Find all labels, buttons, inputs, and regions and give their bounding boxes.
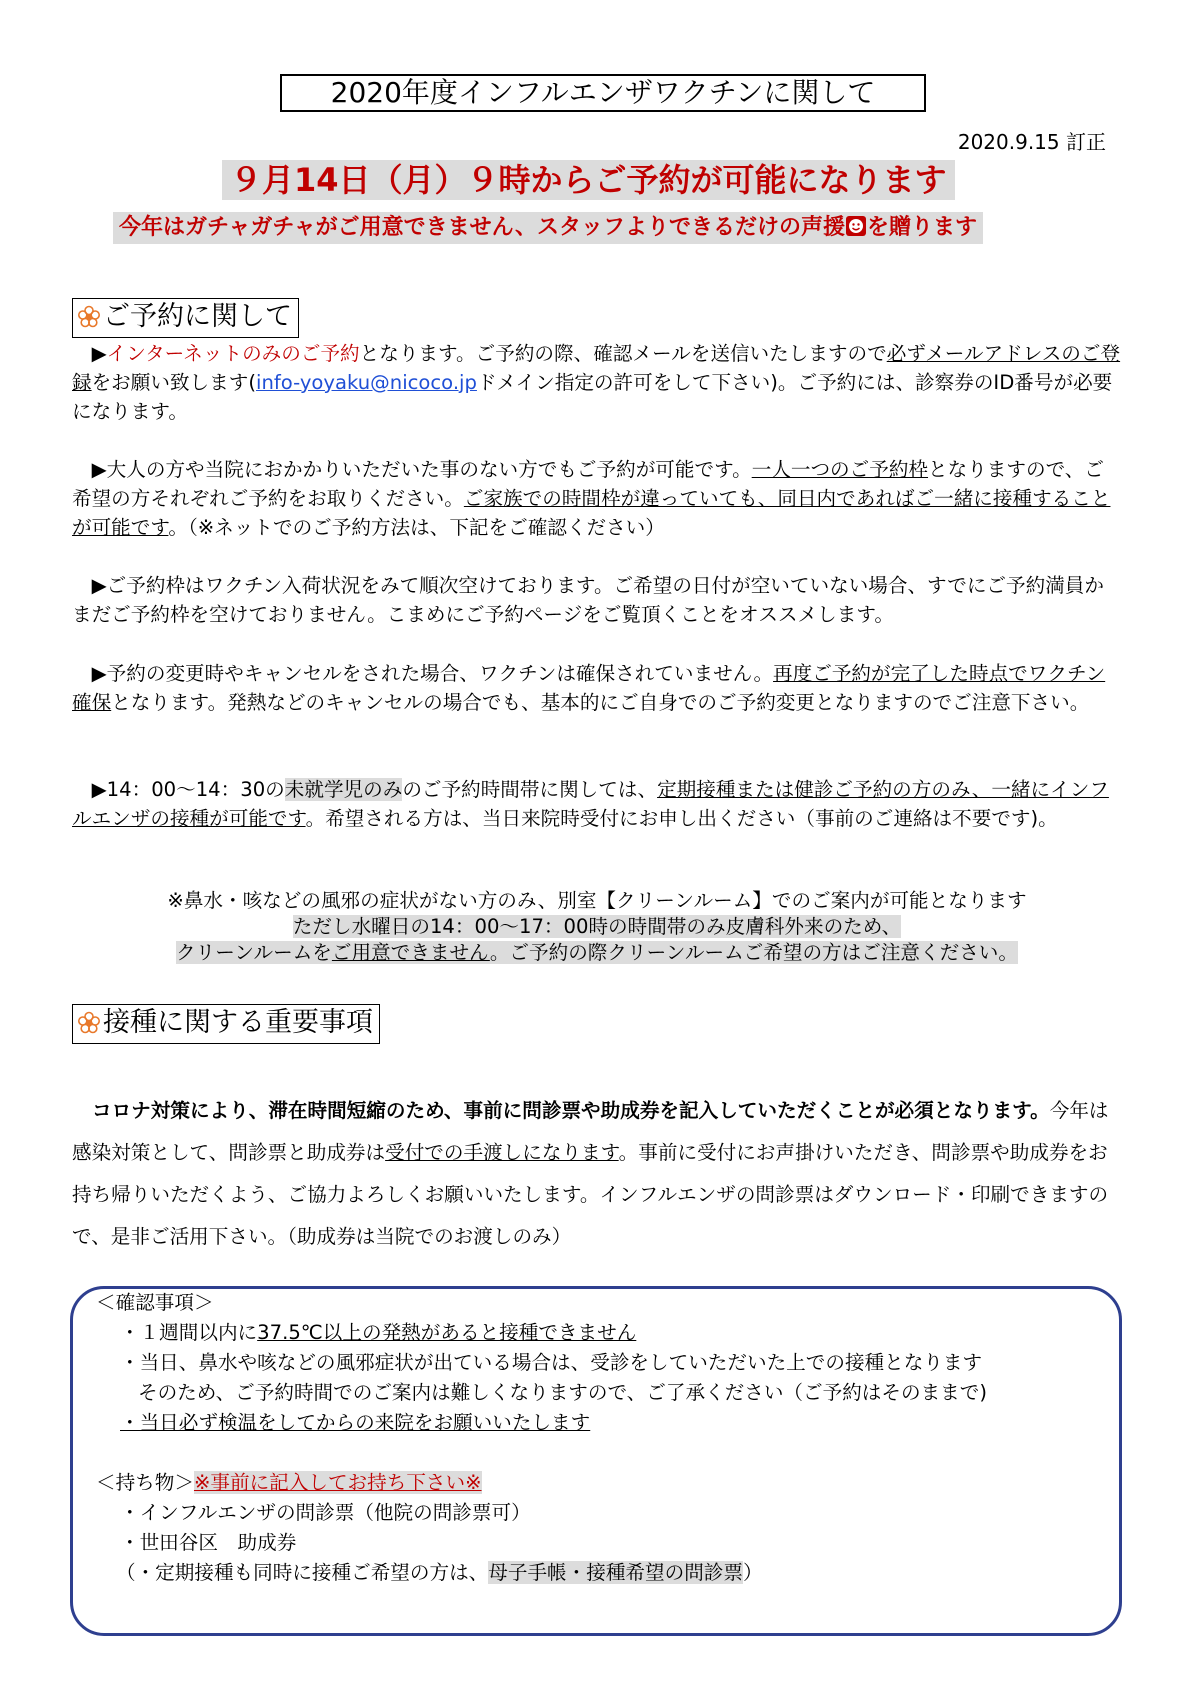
reservation-start-headline: ９月14日（月）９時からご予約が可能になります <box>222 160 955 200</box>
routine-text-b: 母子手帳・接種希望の問診票 <box>488 1561 743 1584</box>
rebook-secure-text: 再度ご予約が完了した時点でワクチン確保 <box>72 662 1106 714</box>
hand-over-text: 受付での手渡しになります <box>385 1141 619 1164</box>
section-important-label: 接種に関する重要事項 <box>103 1007 373 1038</box>
section-reservation-label: ご予約に関して <box>103 301 292 332</box>
p5-text-c: のご予約時間帯に関しては、 <box>402 778 658 801</box>
clean-room-note-2: ただし水曜日の14：00〜17：00時の時間帯のみ皮膚科外来のため、 <box>292 915 902 938</box>
bring-item-subsidy: ・世田谷区 助成券 <box>120 1531 297 1554</box>
confirm-item-fever <box>120 1318 636 1347</box>
one-slot-text: 一人一つのご予約枠 <box>751 458 929 481</box>
preschool-only-text: 未就学児のみ <box>284 778 403 801</box>
bring-item-routine <box>116 1558 763 1587</box>
reservation-paragraph-1 <box>72 340 1122 426</box>
revision-date: 2020.9.15 訂正 <box>957 130 1106 154</box>
routine-vaccine-text: 定期接種または健診ご予約の方のみ、一緒にインフルエンザの接種が可能です <box>72 778 1109 830</box>
reservation-paragraph-4 <box>72 660 1122 718</box>
important-paragraph <box>72 1090 1122 1258</box>
section-reservation-title <box>72 298 299 338</box>
reservation-paragraph-2 <box>72 456 1122 542</box>
p5-text-a: ▶14：00〜14：30の <box>72 778 285 801</box>
email-link[interactable]: info-yoyaku@nicoco.jp <box>256 370 477 394</box>
document-title: 2020年度インフルエンザワクチンに関して <box>280 74 926 112</box>
clean-room-note <box>72 888 1122 966</box>
section-important-title <box>72 1004 380 1044</box>
important-text-c: 。事前に受付にお声掛けいただき、問診票や助成券をお持ち帰りいただくよう、ご協力よろしくお願いいたします。インフルエンザの問診票はダウンロード・印刷できますので、是非ご活用下さい。（助成券は当院でのお渡しのみ） <box>72 1141 1109 1248</box>
subline-text-2: を贈ります <box>867 215 978 240</box>
bullet-text: ▶ <box>72 342 107 365</box>
p5-text-e: 。希望される方は、当日来院時受付にお申し出ください（事前のご連絡は不要です)。 <box>305 806 1058 830</box>
bring-item-questionnaire: ・インフルエンザの問診票（他院の問診票可） <box>120 1501 531 1524</box>
family-same-day-text: ご家族での時間枠が違っていても、同日内であればご一緒に接種することが可能です <box>72 486 1111 539</box>
reservation-paragraph-5 <box>72 776 1122 834</box>
email-required-text: 必ずメールアドレスのご登録 <box>72 342 1121 394</box>
subline-text-1: 今年はガチャガチャがご用意できません、スタッフよりできるだけの声援 <box>119 215 846 240</box>
confirm-item-symptoms-1: ・当日、鼻水や咳などの風邪症状が出ている場合は、受診をしていただいた上での接種となります <box>120 1351 983 1374</box>
p3-text: ▶ご予約枠はワクチン入荷状況をみて順次空けております。ご希望の日付が空いていない場合、すでにご予約満員かまだご予約枠を空けておりません。こまめにご予約ページをご覧頂くことをオススメします。 <box>72 574 1104 626</box>
bring-note: ※事前に記入してお持ち下さい※ <box>193 1471 482 1494</box>
p2-text-a: ▶大人の方や当院におかかりいただいた事のない方でもご予約が可能です。 <box>72 458 752 481</box>
clean-room-note-1: ※鼻水・咳などの風邪の症状がない方のみ、別室【クリーンルーム】でのご案内が可能となります <box>167 889 1027 912</box>
fever-text-a: ・１週間以内に <box>120 1321 258 1344</box>
important-text-a: 今年は感染対策として、問診票と助成券は <box>72 1099 1109 1164</box>
p4-text-a: ▶予約の変更時やキャンセルをされた場合、ワクチンは確保されていません。 <box>72 662 774 685</box>
clean-room-note-3c: 。ご予約の際クリーンルームご希望の方はご注意ください。 <box>489 941 1018 964</box>
clean-room-note-3b: ご用意できません <box>331 941 490 964</box>
internet-only-text: インターネットのみのご予約 <box>106 342 360 365</box>
confirm-item-symptoms-2: そのため、ご予約時間でのご案内は難しくなりますので、ご了承ください（ご予約はそのままで) <box>138 1381 987 1404</box>
corona-measures-text: コロナ対策により、滞在時間短縮のため、事前に問診票や助成券を記入していただくことが必須となります。 <box>92 1099 1050 1122</box>
reservation-paragraph-3 <box>72 572 1122 630</box>
confirm-heading: ＜確認事項＞ <box>96 1291 214 1314</box>
flower-icon <box>77 303 101 339</box>
p4-text-c: となります。発熱などのキャンセルの場合でも、基本的にご自身でのご予約変更となりますのでご注意下さい。 <box>111 690 1090 714</box>
p1-text-e: をお願い致します( <box>91 370 256 394</box>
clean-room-note-3a: クリーンルームを <box>176 941 332 964</box>
notice-subline <box>113 212 983 244</box>
confirm-item-temperature: ・当日必ず検温をしてからの来院をお願いいたします <box>120 1411 591 1434</box>
bring-heading: ＜持ち物＞ <box>96 1471 194 1494</box>
staff-face-icon <box>845 215 867 247</box>
p1-text-c: となります。ご予約の際、確認メールを送信いたしますので <box>359 342 887 365</box>
flower-icon <box>77 1009 101 1045</box>
bring-heading-line <box>96 1468 482 1497</box>
p2-text-e: 。（※ネットでのご予約方法は、下記をご確認ください） <box>168 515 665 539</box>
p1-text-g: ドメイン指定の許可をして下さい)。ご予約には、診察券のID番号が必要になります。 <box>72 370 1113 423</box>
p2-text-c: となりますので、ご希望の方それぞれご予約をお取りください。 <box>72 458 1104 510</box>
routine-text-c: ） <box>743 1561 763 1584</box>
fever-text-b: 37.5℃以上の発熱があると接種できません <box>257 1321 637 1344</box>
routine-text-a: （・定期接種も同時に接種ご希望の方は、 <box>116 1561 489 1584</box>
